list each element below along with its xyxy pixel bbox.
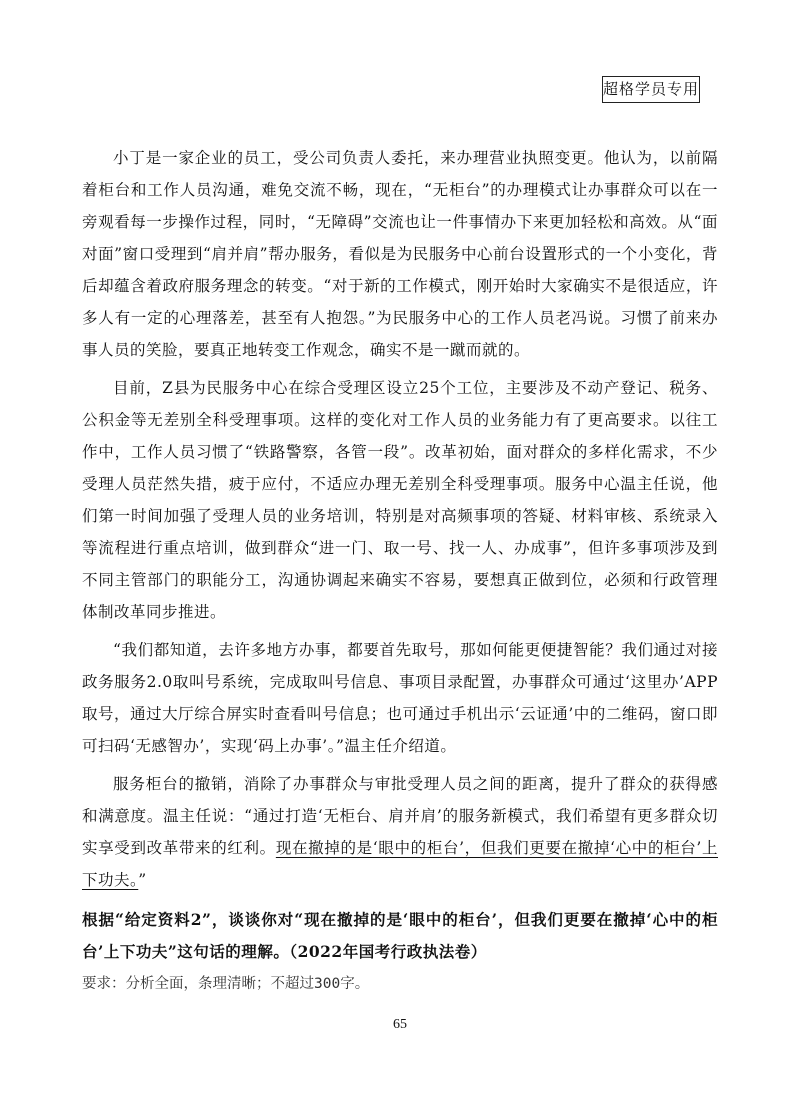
paragraph-2: 目前，Z县为民服务中心在综合受理区设立25个工位，主要涉及不动产登记、税务、公积金等无差别全科受理事项。这样的变化对工作人员的业务能力有了更高要求。以往工作中，工作人员习惯了“铁路警察，各管一段”。改革初始，面对群众的多样化需求，不少受理人员茫然失措，疲于应付，不适应办理无差别全科受理事项。服务中心温主任说，他们第一时间加强了受理人员的业务培训，特别是对高频事项的答疑、材料审核、系统录入等流程进行重点培训，做到群众“进一门、取一号、找一人、办成事”，但许多事项涉及到不同主管部门的职能分工，沟通协调起来确实不容易，要想真正做到位，必须和行政管理体制改革同步推进。 [82, 379, 718, 621]
page-number: 65 [393, 1017, 407, 1032]
question-prompt: 根据“给定资料2”，谈谈你对“现在撤掉的是‘眼中的柜台’，但我们更要在撤掉‘心中的柜台’上下功夫”这句话的理解。（2022年国考行政执法卷） [82, 910, 718, 961]
paragraph-4-tail: ” [138, 871, 147, 889]
answer-requirement: 要求：分析全面，条理清晰；不超过300字。 [82, 976, 370, 992]
material-content [82, 142, 718, 998]
paragraph-4 [82, 768, 718, 896]
student-only-badge: 超格学员专用 [602, 76, 700, 103]
paragraph-4-text: 服务柜台的撤销，消除了办事群众与审批受理人员之间的距离，提升了群众的获得感和满意度。温主任说：“通过打造‘无柜台、肩并肩’的服务新模式，我们希望有更多群众切实享受到改革带来的红利。 [82, 775, 718, 857]
underlined-quote: 现在撤掉的是‘眼中的柜台’，但我们更要在撤掉‘心中的柜台’上下功夫。 [82, 839, 718, 889]
paragraph-3: “我们都知道，去许多地方办事，都要首先取号，那如何能更便捷智能？我们通过对接政务服务2.0取叫号系统，完成取叫号信息、事项目录配置，办事群众可通过‘这里办’APP取号，通过大厅综合屏实时查看叫号信息；也可通过手机出示‘云证通’中的二维码，窗口即可扫码‘无感智办’，实现‘码上办事’。”温主任介绍道。 [82, 641, 718, 755]
paragraph-1: 小丁是一家企业的员工，受公司负责人委托，来办理营业执照变更。他认为，以前隔着柜台和工作人员沟通，难免交流不畅，现在，“无柜台”的办理模式让办事群众可以在一旁观看每一步操作过程，同时，“无障碍”交流也让一件事情办下来更加轻松和高效。从“面对面”窗口受理到“肩并肩”帮办服务，看似是为民服务中心前台设置形式的一个小变化，背后却蕴含着政府服务理念的转变。“对于新的工作模式，刚开始时大家确实不是很适应，许多人有一定的心理落差，甚至有人抱怨。”为民服务中心的工作人员老冯说。习惯了前来办事人员的笑脸，要真正地转变工作观念，确实不是一蹴而就的。 [82, 149, 718, 359]
